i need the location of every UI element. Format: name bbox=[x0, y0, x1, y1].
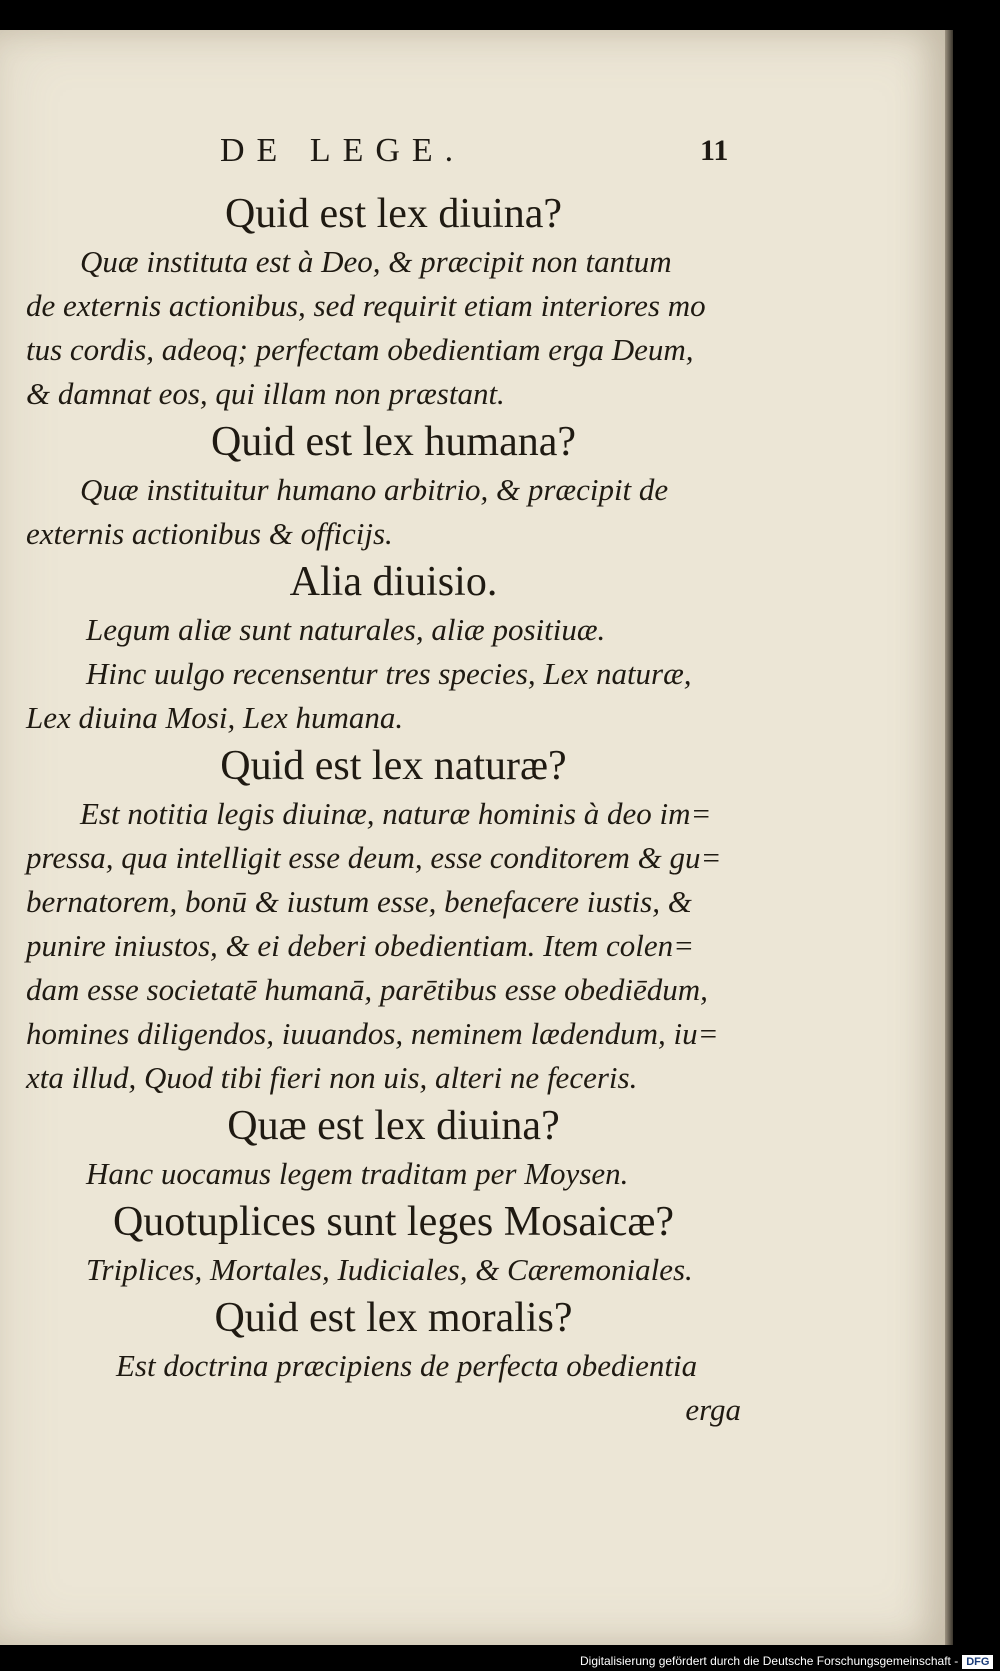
answer-line: tus cordis, adeoq; perfectam obedientiam erga Deum, bbox=[26, 332, 694, 367]
answer-line: Lex diuina Mosi, Lex humana. bbox=[26, 700, 404, 735]
answer-line: punire iniustos, & ei deberi obedientiam. Item colen= bbox=[26, 928, 695, 963]
answer-line: Hinc uulgo recensentur tres species, Lex naturæ, bbox=[86, 656, 692, 691]
answer-line: Est doctrina præcipiens de perfecta obedientia bbox=[116, 1348, 698, 1383]
answer-line: externis actionibus & officijs. bbox=[26, 516, 393, 551]
question-heading: Quotuplices sunt leges Mosaicæ? bbox=[112, 1199, 675, 1245]
page-header bbox=[0, 122, 945, 172]
answer-line: Quæ instituitur humano arbitrio, & præcipit de bbox=[80, 472, 669, 507]
dfg-logo: DFG bbox=[962, 1655, 993, 1669]
answer-line: pressa, qua intelligit esse deum, esse conditorem & gu= bbox=[26, 840, 722, 875]
question-heading: Quid est lex naturæ? bbox=[220, 743, 567, 789]
answer-line: Legum aliæ sunt naturales, aliæ positiuæ. bbox=[86, 612, 606, 647]
answer-line: Hanc uocamus legem traditam per Moysen. bbox=[86, 1156, 629, 1191]
question-heading: Alia diuisio. bbox=[289, 559, 498, 605]
answer-line: & damnat eos, qui illam non præstant. bbox=[26, 376, 505, 411]
answer-line: Quæ instituta est à Deo, & præcipit non tantum bbox=[80, 244, 672, 279]
book-page bbox=[0, 30, 945, 1645]
question-heading: Quid est lex humana? bbox=[210, 419, 577, 465]
question-heading: Quæ est lex diuina? bbox=[227, 1103, 560, 1149]
answer-line: Est notitia legis diuinæ, naturæ hominis à deo im= bbox=[80, 796, 712, 831]
page-number: 11 bbox=[700, 134, 729, 167]
question-heading: Quid est lex diuina? bbox=[224, 191, 563, 237]
credit-text: Digitalisierung gefördert durch die Deutsche Forschungsgemeinschaft - bbox=[580, 1654, 959, 1668]
answer-line: homines diligendos, iuuandos, neminem lædendum, iu= bbox=[26, 1016, 719, 1051]
answer-line: bernatorem, bonū & iustum esse, benefacere iustis, & bbox=[26, 884, 692, 919]
body-text bbox=[26, 188, 761, 1432]
answer-line: de externis actionibus, sed requirit etiam interiores mo bbox=[26, 288, 706, 323]
running-head: DE LEGE. bbox=[220, 132, 466, 169]
page-edge bbox=[945, 30, 953, 1645]
answer-line: Triplices, Mortales, Iudiciales, & Cæremoniales. bbox=[86, 1252, 693, 1287]
digitization-credit bbox=[580, 1652, 1000, 1671]
answer-line: xta illud, Quod tibi fieri non uis, alteri ne feceris. bbox=[26, 1060, 638, 1095]
catchword: erga bbox=[685, 1392, 741, 1427]
answer-line: dam esse societatē humanā, parētibus esse obediēdum, bbox=[26, 972, 708, 1007]
question-heading: Quid est lex moralis? bbox=[214, 1295, 573, 1341]
